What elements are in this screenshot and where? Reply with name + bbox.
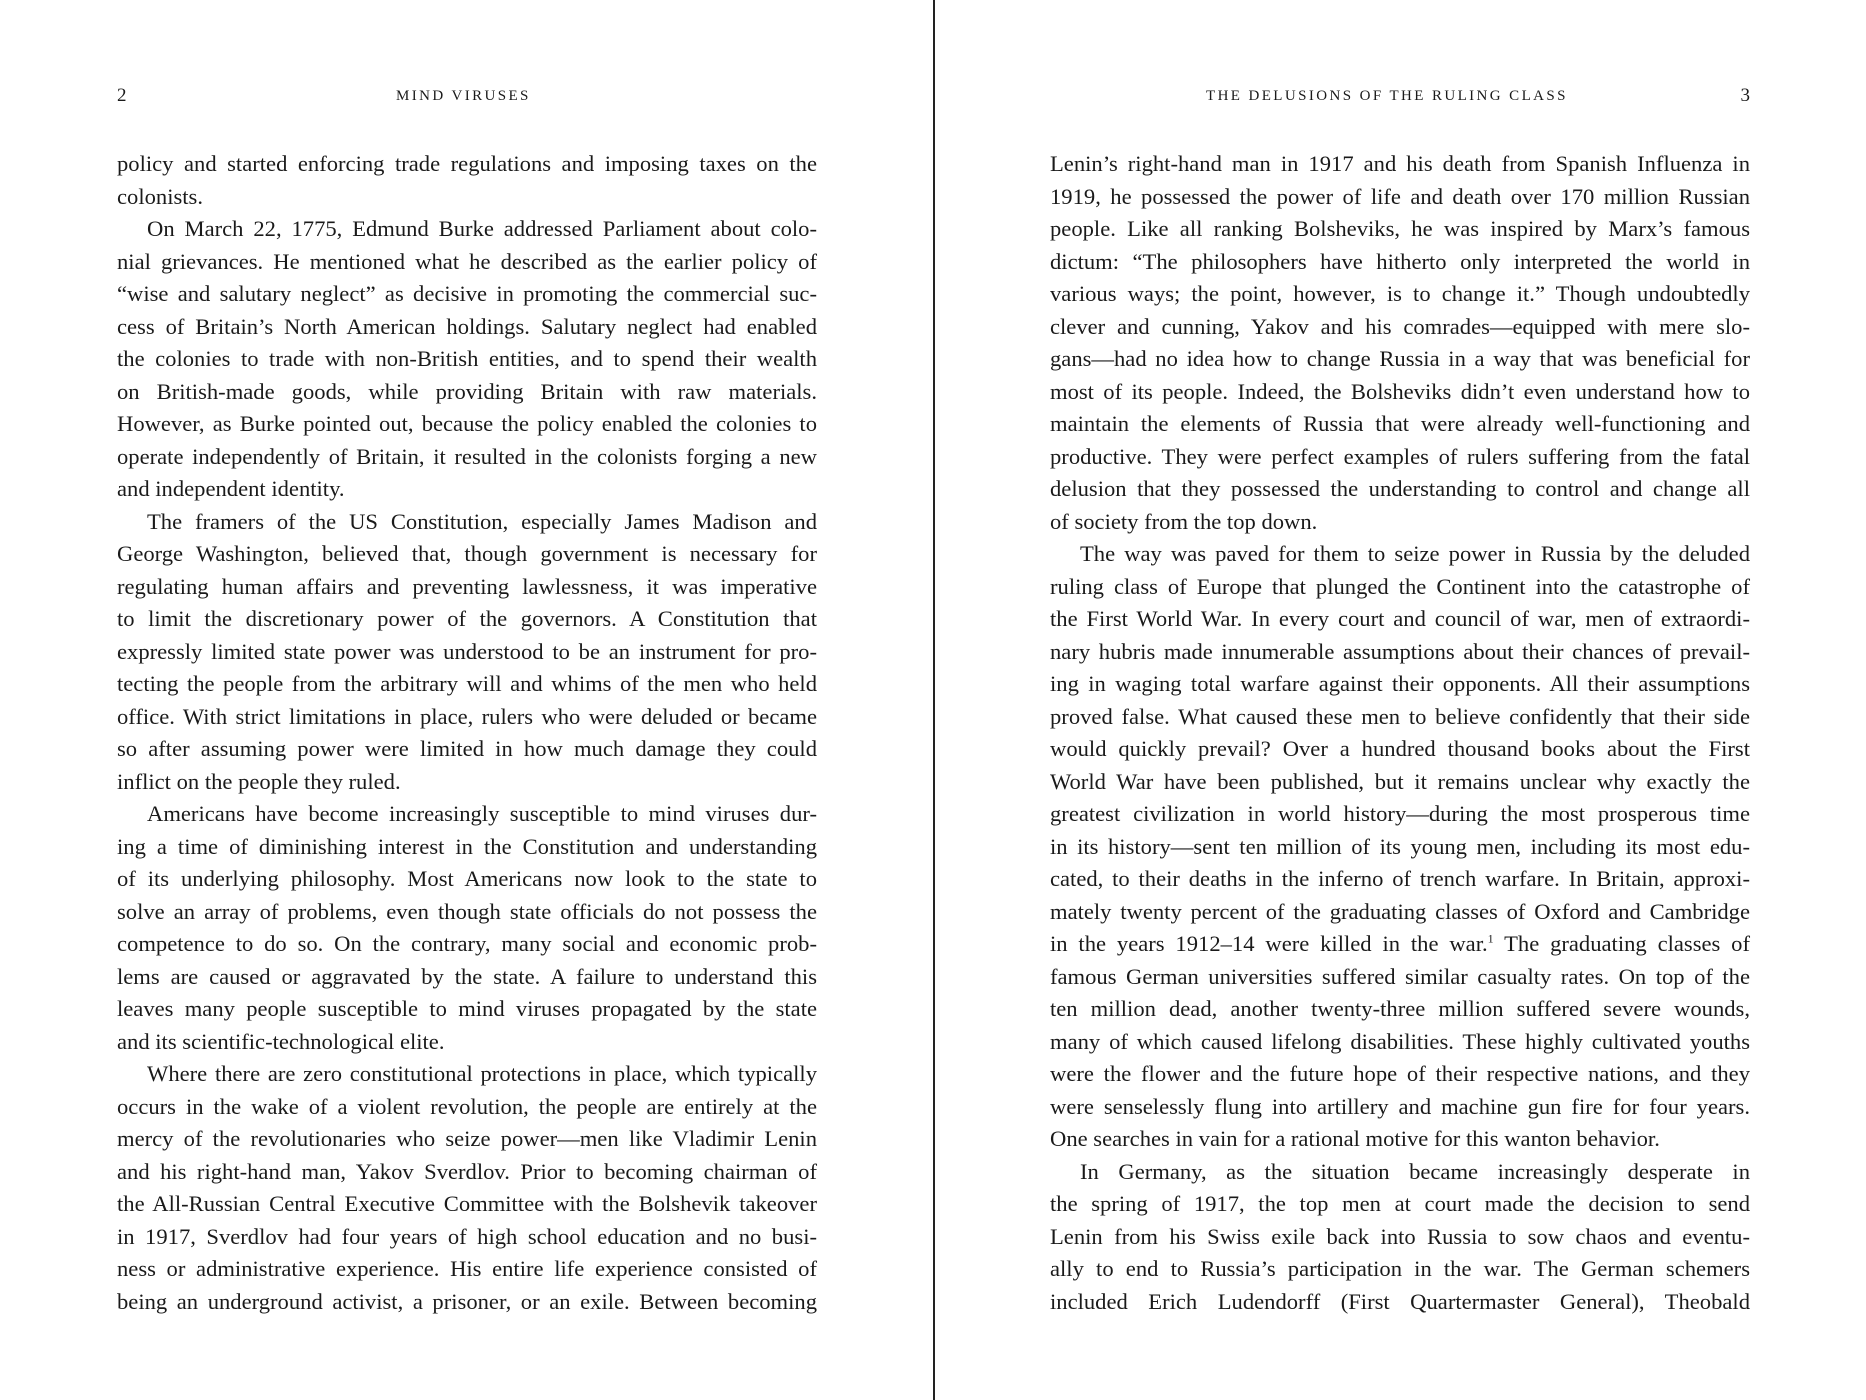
text-line: included Erich Ludendorff (First Quartermaster General), Theobald xyxy=(1050,1288,1750,1314)
text-line: were senselessly flung into artillery and machine gun fire for four years. xyxy=(1050,1093,1750,1119)
text-line: George Washington, believed that, though government is necessary for xyxy=(117,541,817,566)
page-number: 2 xyxy=(117,85,127,106)
text-line: policy and started enforcing trade regulations and imposing taxes on the xyxy=(117,151,817,176)
text-line: One searches in vain for a rational motive for this wanton behavior. xyxy=(1050,1126,1660,1151)
text-line: However, as Burke pointed out, because the policy enabled the colonies to xyxy=(117,411,817,436)
text-line: maintain the elements of Russia that were already well-functioning and xyxy=(1050,411,1750,436)
text-line: most of its people. Indeed, the Bolsheviks didn’t even understand how to xyxy=(1050,378,1750,404)
text-line: clever and cunning, Yakov and his comrades—equipped with mere slo- xyxy=(1050,313,1750,339)
text-line: so after assuming power were limited in how much damage they could xyxy=(117,736,817,761)
text-line: of its underlying philosophy. Most Americans now look to the state to xyxy=(117,866,817,891)
text-line: World War have been published, but it remains unclear why exactly the xyxy=(1050,768,1750,794)
text-line: The framers of the US Constitution, especially James Madison and xyxy=(147,508,817,534)
text-line: being an underground activist, a prisoner, or an exile. Between becoming xyxy=(117,1288,817,1314)
text-line: “wise and salutary neglect” as decisive in promoting the commercial suc- xyxy=(117,281,817,306)
page-number: 3 xyxy=(1740,85,1750,106)
text-line: competence to do so. On the contrary, many social and economic prob- xyxy=(117,931,817,956)
text-line: productive. They were perfect examples of rulers suffering from the fatal xyxy=(1050,443,1750,469)
right-page xyxy=(1050,0,1750,1400)
text-line: Lenin’s right-hand man in 1917 and his death from Spanish Influenza in xyxy=(1050,151,1750,176)
text-line: greatest civilization in world history—during the most prosperous time xyxy=(1050,801,1750,826)
text-line: people. Like all ranking Bolsheviks, he was inspired by Marx’s famous xyxy=(1050,216,1750,241)
text-line: and his right-hand man, Yakov Sverdlov. Prior to becoming chairman of xyxy=(117,1158,817,1184)
text-line: Lenin from his Swiss exile back into Russia to sow chaos and eventu- xyxy=(1050,1223,1750,1249)
text-line: regulating human affairs and preventing lawlessness, it was imperative xyxy=(117,573,817,599)
footnote-marker[interactable]: 1 xyxy=(1487,931,1494,946)
gutter-divider xyxy=(933,0,935,1400)
text-line: operate independently of Britain, it resulted in the colonists forging a new xyxy=(117,443,817,469)
text-line: office. With strict limitations in place, rulers who were deluded or became xyxy=(117,703,817,729)
right-page-header xyxy=(1050,84,1750,108)
text-line: 1919, he possessed the power of life and death over 170 million Russian xyxy=(1050,183,1750,209)
text-line: the All-Russian Central Executive Committee with the Bolshevik takeover xyxy=(117,1191,817,1216)
left-page xyxy=(117,0,817,1400)
text-line: ing in waging total warfare against their opponents. All their assumptions xyxy=(1050,671,1750,696)
text-line: solve an array of problems, even though state officials do not possess the xyxy=(117,898,817,924)
text-line: on British-made goods, while providing Britain with raw materials. xyxy=(117,378,817,404)
text-line: ing a time of diminishing interest in the Constitution and understanding xyxy=(117,833,817,859)
text-line: ten million dead, another twenty-three million suffered severe wounds, xyxy=(1050,996,1750,1021)
left-page-body xyxy=(117,148,817,1318)
text-line: lems are caused or aggravated by the state. A failure to understand this xyxy=(117,963,817,989)
text-line: cated, to their deaths in the inferno of trench warfare. In Britain, approxi- xyxy=(1050,866,1750,891)
right-page-body xyxy=(1050,148,1750,1318)
text-line: The way was paved for them to seize power in Russia by the deluded xyxy=(1080,541,1750,566)
text-line: to limit the discretionary power of the governors. A Constitution that xyxy=(117,606,817,631)
text-line: leaves many people susceptible to mind viruses propagated by the state xyxy=(117,996,817,1021)
text-line: of society from the top down. xyxy=(1050,508,1318,534)
text-line: mercy of the revolutionaries who seize power—men like Vladimir Lenin xyxy=(117,1126,817,1151)
text-line: tecting the people from the arbitrary will and whims of the men who held xyxy=(117,671,817,696)
text-line: various ways; the point, however, is to change it.” Though undoubtedly xyxy=(1050,281,1750,306)
text-line: Americans have become increasingly susceptible to mind viruses dur- xyxy=(147,801,817,826)
text-line: famous German universities suffered similar casualty rates. On top of the xyxy=(1050,963,1750,989)
running-head: THE DELUSIONS OF THE RULING CLASS xyxy=(1206,88,1568,104)
text-line: the colonies to trade with non-British entities, and to spend their wealth xyxy=(117,346,817,371)
text-line: expressly limited state power was understood to be an instrument for pro- xyxy=(117,638,817,664)
text-line: would quickly prevail? Over a hundred thousand books about the First xyxy=(1050,736,1750,761)
text-line: gans—had no idea how to change Russia in a way that was beneficial for xyxy=(1050,346,1750,371)
text-line: nary hubris made innumerable assumptions about their chances of prevail- xyxy=(1050,638,1750,664)
text-line: and its scientific-technological elite. xyxy=(117,1028,445,1054)
text-line: many of which caused lifelong disabilities. These highly cultivated youths xyxy=(1050,1028,1750,1054)
text-line: mately twenty percent of the graduating classes of Oxford and Cambridge xyxy=(1050,898,1750,924)
text-line: the First World War. In every court and council of war, men of extraordi- xyxy=(1050,606,1750,631)
text-line: delusion that they possessed the understanding to control and change all xyxy=(1050,476,1750,501)
text-line: dictum: “The philosophers have hitherto only interpreted the world in xyxy=(1050,248,1750,274)
text-line: Where there are zero constitutional protections in place, which typically xyxy=(147,1061,817,1086)
text-line: were the flower and the future hope of their respective nations, and they xyxy=(1050,1061,1750,1086)
text-line: in 1917, Sverdlov had four years of high school education and no busi- xyxy=(117,1223,817,1249)
text-line: in the years 1912–14 were killed in the war.$^1$ The graduating classes of xyxy=(1050,931,1750,956)
text-line: On March 22, 1775, Edmund Burke addressed Parliament about colo- xyxy=(147,216,817,241)
text-line: occurs in the wake of a violent revolution, the people are entirely at the xyxy=(117,1093,817,1119)
running-head: MIND VIRUSES xyxy=(396,88,531,104)
text-line: nial grievances. He mentioned what he described as the earlier policy of xyxy=(117,248,817,274)
left-page-header xyxy=(117,84,817,108)
text-line: ruling class of Europe that plunged the Continent into the catastrophe of xyxy=(1050,573,1750,599)
text-line: in its history—sent ten million of its young men, including its most edu- xyxy=(1050,833,1750,859)
text-line: cess of Britain’s North American holdings. Salutary neglect had enabled xyxy=(117,313,817,339)
text-line: inflict on the people they ruled. xyxy=(117,768,401,794)
text-line: ness or administrative experience. His entire life experience consisted of xyxy=(117,1256,817,1281)
text-line: the spring of 1917, the top men at court made the decision to send xyxy=(1050,1191,1750,1216)
text-line: In Germany, as the situation became increasingly desperate in xyxy=(1080,1158,1750,1184)
text-line: ally to end to Russia’s participation in the war. The German schemers xyxy=(1050,1256,1750,1281)
text-line: colonists. xyxy=(117,183,203,209)
text-line: proved false. What caused these men to believe confidently that their side xyxy=(1050,703,1750,729)
text-line: and independent identity. xyxy=(117,476,345,501)
